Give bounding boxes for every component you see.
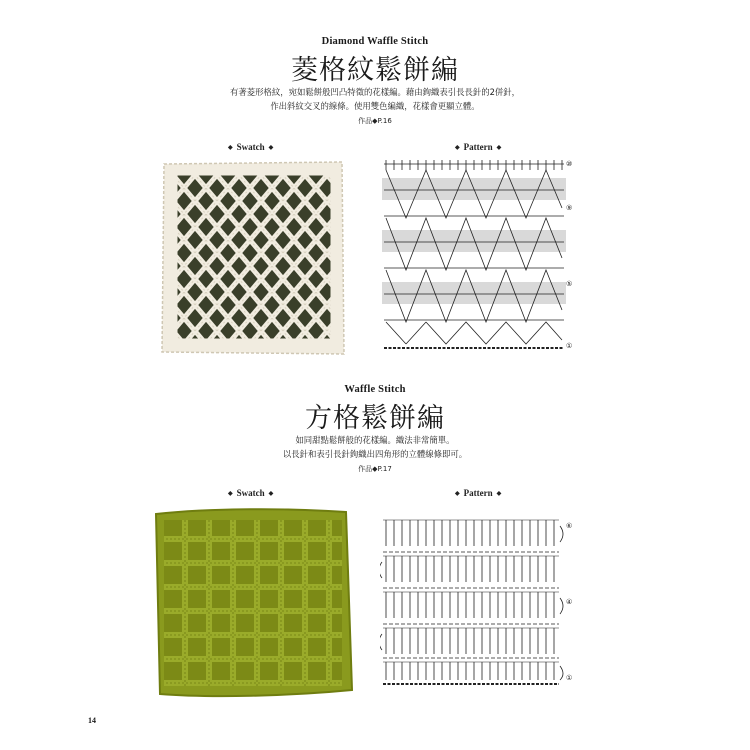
row-marker: ⑥ — [566, 522, 573, 530]
section2-desc-line1: 如同甜點鬆餅般的花樣編。織法非常簡單。 — [295, 435, 455, 445]
diamond-icon: ◆ — [268, 145, 274, 151]
section2-swatch-label: ◆ Swatch ◆ — [228, 488, 274, 498]
diamond-icon: ◆ — [455, 145, 460, 151]
diamond-icon: ◆ — [228, 145, 233, 151]
section2-title-zh: 方格鬆餅編 — [305, 403, 445, 434]
diamond-icon: ◆ — [228, 491, 233, 497]
diamond-icon: ◆ — [268, 491, 274, 497]
diamond-icon: ◆ — [496, 145, 502, 151]
diamond-waffle-chart — [380, 158, 580, 356]
row-marker: ⑩ — [566, 160, 573, 168]
row-marker: ① — [566, 674, 573, 682]
waffle-chart — [380, 516, 580, 694]
diamond-icon: ◆ — [496, 491, 502, 497]
page-number: 14 — [88, 716, 96, 725]
row-marker: ① — [566, 342, 573, 350]
diamond-waffle-swatch — [158, 158, 348, 358]
row-marker: ⑤ — [566, 280, 573, 288]
waffle-swatch — [150, 504, 356, 702]
section2-pattern-label: ◆ Pattern ◆ — [455, 488, 502, 498]
section1-ref: 作品◆P.16 — [358, 117, 392, 125]
section2-title-en: Waffle Stitch — [344, 384, 406, 395]
section1-swatch-label: ◆ Swatch ◆ — [228, 142, 274, 152]
section2-desc-line2: 以長針和表引長針鉤織出四角形的立體線條即可。 — [282, 449, 468, 459]
diamond-icon: ◆ — [455, 491, 460, 497]
row-marker: ④ — [566, 598, 573, 606]
section1-pattern-label: ◆ Pattern ◆ — [455, 142, 502, 152]
section1-desc-line2: 作出斜紋交叉的線條。使用雙色編織，花樣會更顯立體。 — [270, 101, 480, 111]
section1-desc-line1: 有著菱形格紋，宛如鬆餅般凹凸特徵的花樣編。藉由鉤織表引長長針的2併針， — [229, 87, 521, 97]
section1-title-zh: 菱格紋鬆餅編 — [291, 55, 459, 86]
section2-ref: 作品◆P.17 — [358, 465, 392, 473]
row-marker: ⑨ — [566, 204, 573, 212]
section1-title-en: Diamond Waffle Stitch — [321, 36, 429, 47]
